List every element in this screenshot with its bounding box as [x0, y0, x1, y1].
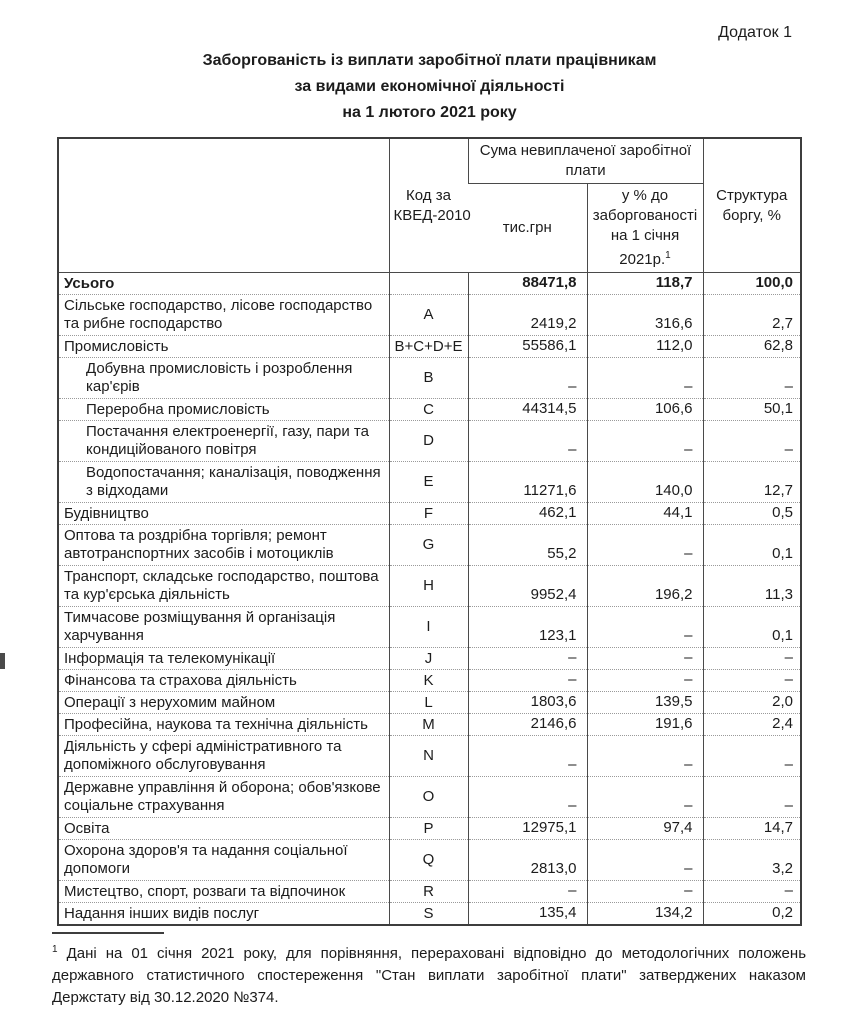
- percent-cell: –: [587, 525, 703, 566]
- activity-name-cell: Тимчасове розміщування й організація харчування: [58, 607, 389, 648]
- thousands-uah-cell: –: [468, 358, 587, 399]
- percent-cell: 191,6: [587, 714, 703, 736]
- structure-cell: –: [703, 736, 801, 777]
- thousands-uah-cell: –: [468, 777, 587, 818]
- percent-cell: 140,0: [587, 462, 703, 503]
- structure-cell: 50,1: [703, 399, 801, 421]
- table-row: [58, 881, 801, 903]
- page-title-line-1: Заборгованість із виплати заробітної плати працівникам: [202, 52, 657, 69]
- structure-cell: –: [703, 648, 801, 670]
- activity-name-cell: Водопостачання; каналізація, поводження з відходами: [58, 462, 389, 503]
- structure-cell: 2,0: [703, 692, 801, 714]
- percent-cell: 97,4: [587, 818, 703, 840]
- thousands-uah-cell: 135,4: [468, 903, 587, 926]
- kved-code-cell: M: [389, 714, 468, 736]
- kved-code-cell: A: [389, 295, 468, 336]
- percent-cell: –: [587, 881, 703, 903]
- thousands-uah-cell: 2146,6: [468, 714, 587, 736]
- footnote: [52, 932, 806, 1009]
- structure-cell: 2,7: [703, 295, 801, 336]
- table-row: [58, 692, 801, 714]
- kved-code-cell: L: [389, 692, 468, 714]
- table-row: [58, 736, 801, 777]
- page-title-line-3: на 1 лютого 2021 року: [342, 104, 517, 121]
- activity-name-cell: Надання інших видів послуг: [58, 903, 389, 926]
- thousands-uah-cell: 11271,6: [468, 462, 587, 503]
- percent-cell: 316,6: [587, 295, 703, 336]
- thousands-uah-cell: 2813,0: [468, 840, 587, 881]
- thousands-uah-cell: 44314,5: [468, 399, 587, 421]
- structure-cell: –: [703, 777, 801, 818]
- kved-code-cell: Q: [389, 840, 468, 881]
- structure-cell: 3,2: [703, 840, 801, 881]
- activity-name-cell: Фінансова та страхова діяльність: [58, 670, 389, 692]
- footnote-body: Дані на 01 січня 2021 року, для порівняння, перераховані відповідно до методологічних положень державного статистичного спостереження "Стан виплати заробітної плати" затверджених наказом Держстату від 30.12.2020 №374.: [52, 945, 807, 1006]
- kved-code-cell: B+C+D+E: [389, 336, 468, 358]
- percent-cell: –: [587, 670, 703, 692]
- structure-cell: 12,7: [703, 462, 801, 503]
- activity-name-cell: Промисловість: [58, 336, 389, 358]
- thousands-uah-cell: 462,1: [468, 503, 587, 525]
- percent-cell: –: [587, 777, 703, 818]
- activity-name-cell: Оптова та роздрібна торгівля; ремонт автотранспортних засобів і мотоциклів: [58, 525, 389, 566]
- col-header-activity: [58, 138, 389, 273]
- percent-cell: 196,2: [587, 566, 703, 607]
- scan-artifact: [0, 653, 5, 669]
- table-row: [58, 462, 801, 503]
- thousands-uah-cell: 55,2: [468, 525, 587, 566]
- thousands-uah-cell: 55586,1: [468, 336, 587, 358]
- appendix-label: Додаток 1: [718, 24, 792, 41]
- activity-name-cell: Переробна промисловість: [58, 399, 389, 421]
- table-row: [58, 421, 801, 462]
- activity-name-cell: Добувна промисловість і розроблення кар'єрів: [58, 358, 389, 399]
- col-header-percent-to-january: [587, 184, 703, 273]
- kved-code-cell: O: [389, 777, 468, 818]
- table-row: [58, 525, 801, 566]
- structure-cell: 100,0: [703, 273, 801, 295]
- structure-cell: 0,2: [703, 903, 801, 926]
- kved-code-cell: J: [389, 648, 468, 670]
- thousands-uah-cell: –: [468, 421, 587, 462]
- structure-cell: 0,1: [703, 607, 801, 648]
- thousands-uah-cell: –: [468, 881, 587, 903]
- kved-code-cell: F: [389, 503, 468, 525]
- percent-cell: –: [587, 736, 703, 777]
- table-header: [58, 138, 801, 273]
- kved-code-cell: B: [389, 358, 468, 399]
- col-header-percent-label: у % до заборгованості на 1 січня: [592, 187, 698, 244]
- thousands-uah-cell: 12975,1: [468, 818, 587, 840]
- kved-code-cell: E: [389, 462, 468, 503]
- table-row: [58, 670, 801, 692]
- structure-cell: 62,8: [703, 336, 801, 358]
- table-row: [58, 295, 801, 336]
- kved-code-cell: P: [389, 818, 468, 840]
- percent-cell: 118,7: [587, 273, 703, 295]
- table-row: [58, 503, 801, 525]
- footnote-text: [52, 939, 806, 1009]
- thousands-uah-cell: –: [468, 670, 587, 692]
- activity-name-cell: Освіта: [58, 818, 389, 840]
- thousands-uah-cell: 1803,6: [468, 692, 587, 714]
- structure-cell: –: [703, 881, 801, 903]
- structure-cell: 2,4: [703, 714, 801, 736]
- table-row: [58, 903, 801, 926]
- percent-cell: 106,6: [587, 399, 703, 421]
- table-row: [58, 336, 801, 358]
- table-row: [58, 777, 801, 818]
- table-row: [58, 648, 801, 670]
- table-row: [58, 714, 801, 736]
- col-header-percent-year: [619, 251, 670, 268]
- percent-cell: –: [587, 648, 703, 670]
- kved-code-cell: N: [389, 736, 468, 777]
- thousands-uah-cell: –: [468, 648, 587, 670]
- activity-name-cell: Транспорт, складське господарство, поштова та кур'єрська діяльність: [58, 566, 389, 607]
- activity-name-cell: Інформація та телекомунікації: [58, 648, 389, 670]
- col-header-thousands-uah: тис.грн: [468, 184, 587, 273]
- kved-code-cell: G: [389, 525, 468, 566]
- table-row: [58, 566, 801, 607]
- activity-name-cell: Усього: [58, 273, 389, 295]
- kved-code-cell: I: [389, 607, 468, 648]
- percent-cell: 139,5: [587, 692, 703, 714]
- kved-code-cell: K: [389, 670, 468, 692]
- activity-name-cell: Діяльність у сфері адміністративного та допоміжного обслуговування: [58, 736, 389, 777]
- activity-name-cell: Мистецтво, спорт, розваги та відпочинок: [58, 881, 389, 903]
- percent-cell: –: [587, 840, 703, 881]
- footnote-rule: [52, 932, 164, 934]
- table-row: [58, 840, 801, 881]
- percent-year-text: 2021р.: [619, 251, 666, 268]
- activity-name-cell: Сільське господарство, лісове господарство та рибне господарство: [58, 295, 389, 336]
- kved-code-cell: D: [389, 421, 468, 462]
- percent-cell: –: [587, 607, 703, 648]
- kved-code-cell: C: [389, 399, 468, 421]
- kved-code-cell: [389, 273, 468, 295]
- kved-code-cell: S: [389, 903, 468, 926]
- footnote-number: 1: [52, 944, 58, 955]
- structure-cell: 11,3: [703, 566, 801, 607]
- table-row: [58, 818, 801, 840]
- activity-name-cell: Державне управління й оборона; обов'язкове соціальне страхування: [58, 777, 389, 818]
- activity-name-cell: Професійна, наукова та технічна діяльність: [58, 714, 389, 736]
- kved-code-cell: H: [389, 566, 468, 607]
- thousands-uah-cell: 123,1: [468, 607, 587, 648]
- percent-cell: 134,2: [587, 903, 703, 926]
- activity-name-cell: Будівництво: [58, 503, 389, 525]
- percent-cell: 112,0: [587, 336, 703, 358]
- wage-arrears-table: [57, 137, 802, 926]
- activity-name-cell: Операції з нерухомим майном: [58, 692, 389, 714]
- col-header-unpaid-sum-group: Сума невиплаченої заробітної плати: [468, 138, 703, 184]
- page-title: [57, 48, 802, 126]
- structure-cell: 14,7: [703, 818, 801, 840]
- thousands-uah-cell: 2419,2: [468, 295, 587, 336]
- kved-code-cell: R: [389, 881, 468, 903]
- table-row: [58, 358, 801, 399]
- activity-name-cell: Постачання електроенергії, газу, пари та кондиційованого повітря: [58, 421, 389, 462]
- page-title-line-2: за видами економічної діяльності: [294, 78, 565, 95]
- percent-cell: 44,1: [587, 503, 703, 525]
- col-header-debt-structure: Структура боргу, %: [703, 138, 801, 273]
- structure-cell: 0,5: [703, 503, 801, 525]
- table-row: [58, 607, 801, 648]
- activity-name-cell: Охорона здоров'я та надання соціальної допомоги: [58, 840, 389, 881]
- footnote-mark-superscript: 1: [665, 250, 671, 261]
- structure-cell: –: [703, 358, 801, 399]
- table-row: [58, 273, 801, 295]
- thousands-uah-cell: 9952,4: [468, 566, 587, 607]
- col-header-kved-code: Код за КВЕД-2010: [389, 138, 468, 273]
- table-body: [58, 273, 801, 926]
- thousands-uah-cell: –: [468, 736, 587, 777]
- structure-cell: 0,1: [703, 525, 801, 566]
- percent-cell: –: [587, 358, 703, 399]
- structure-cell: –: [703, 421, 801, 462]
- thousands-uah-cell: 88471,8: [468, 273, 587, 295]
- structure-cell: –: [703, 670, 801, 692]
- percent-cell: –: [587, 421, 703, 462]
- table-row: [58, 399, 801, 421]
